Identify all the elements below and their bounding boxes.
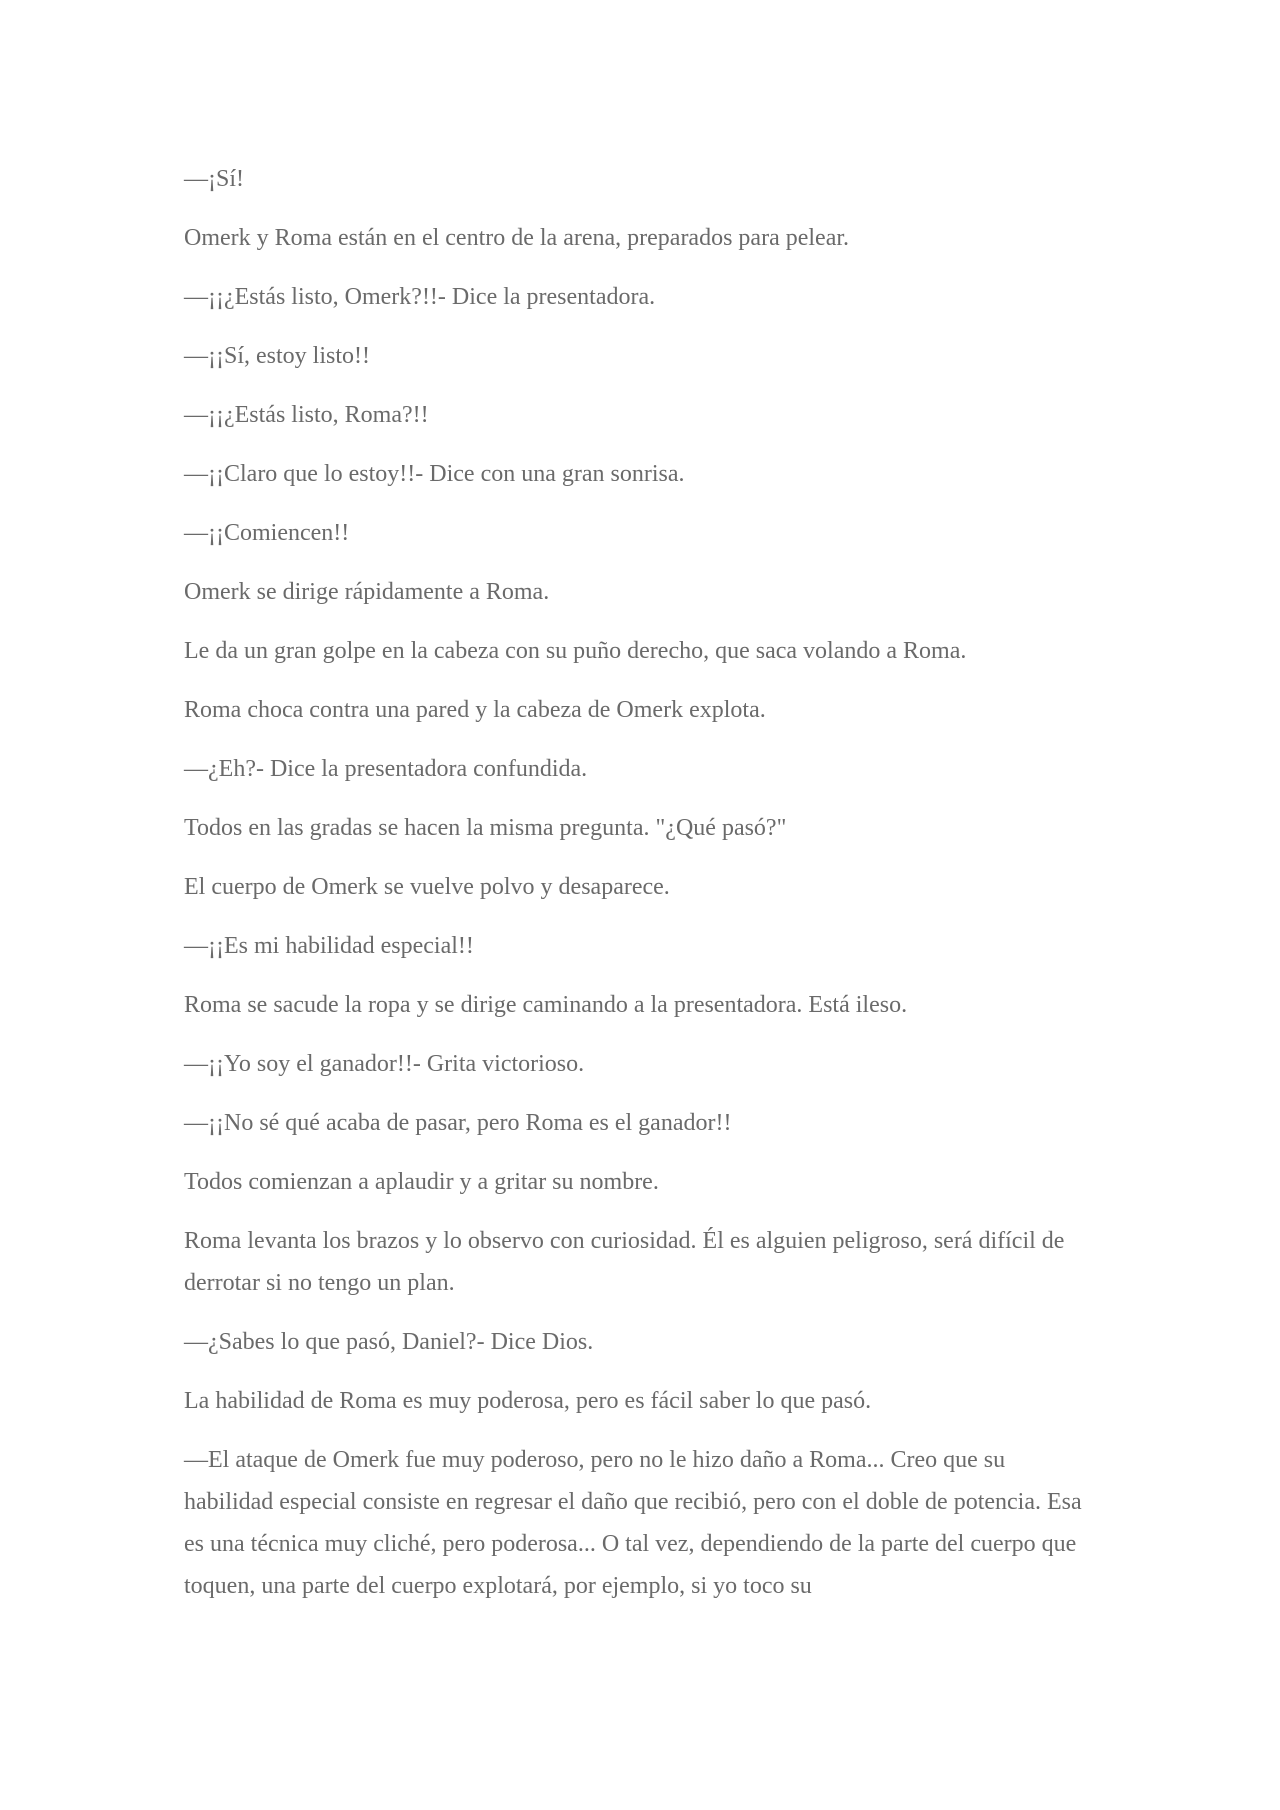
paragraph: La habilidad de Roma es muy poderosa, pero es fácil saber lo que pasó. [184,1388,872,1414]
paragraph: Todos en las gradas se hacen la misma pregunta. "¿Qué pasó?" [184,815,787,841]
paragraph: —¡Sí! [184,166,244,192]
paragraph: Roma se sacude la ropa y se dirige caminando a la presentadora. Está ileso. [184,992,908,1018]
paragraph: —¡¡No sé qué acaba de pasar, pero Roma es el ganador!! [184,1110,732,1136]
paragraph: —¡¡¿Estás listo, Roma?!! [184,402,429,428]
paragraph: Le da un gran golpe en la cabeza con su puño derecho, que saca volando a Roma. [184,638,967,664]
paragraph: —¿Sabes lo que pasó, Daniel?- Dice Dios. [184,1329,594,1355]
paragraph: Todos comienzan a aplaudir y a gritar su nombre. [184,1169,659,1195]
document-page [184,158,1094,1624]
paragraph: Roma levanta los brazos y lo observo con curiosidad. Él es alguien peligroso, será difícil de derrotar si no tengo un plan. [184,1228,1065,1296]
paragraph: Omerk y Roma están en el centro de la arena, preparados para pelear. [184,225,850,251]
paragraph: Omerk se dirige rápidamente a Roma. [184,579,550,605]
paragraph: El cuerpo de Omerk se vuelve polvo y desaparece. [184,874,670,900]
paragraph: Roma choca contra una pared y la cabeza de Omerk explota. [184,697,766,723]
paragraph: —¡¡Sí, estoy listo!! [184,343,370,369]
paragraph: —¡¡Claro que lo estoy!!- Dice con una gran sonrisa. [184,461,685,487]
paragraph: —¡¡Comiencen!! [184,520,350,546]
paragraph: —¿Eh?- Dice la presentadora confundida. [184,756,588,782]
paragraph: —¡¡¿Estás listo, Omerk?!!- Dice la presentadora. [184,284,656,310]
paragraph: —¡¡Yo soy el ganador!!- Grita victorioso. [184,1051,585,1077]
paragraph: —El ataque de Omerk fue muy poderoso, pero no le hizo daño a Roma... Creo que su habilidad especial consiste en regresar el daño que recibió, pero con el doble de potencia. Esa es una técnica muy cliché, pero poderosa... O tal vez, dependiendo de la parte del cuerpo que toquen, una parte del cuerpo explotará, por ejemplo, si yo toco su [184,1447,1082,1599]
paragraph: —¡¡Es mi habilidad especial!! [184,933,474,959]
